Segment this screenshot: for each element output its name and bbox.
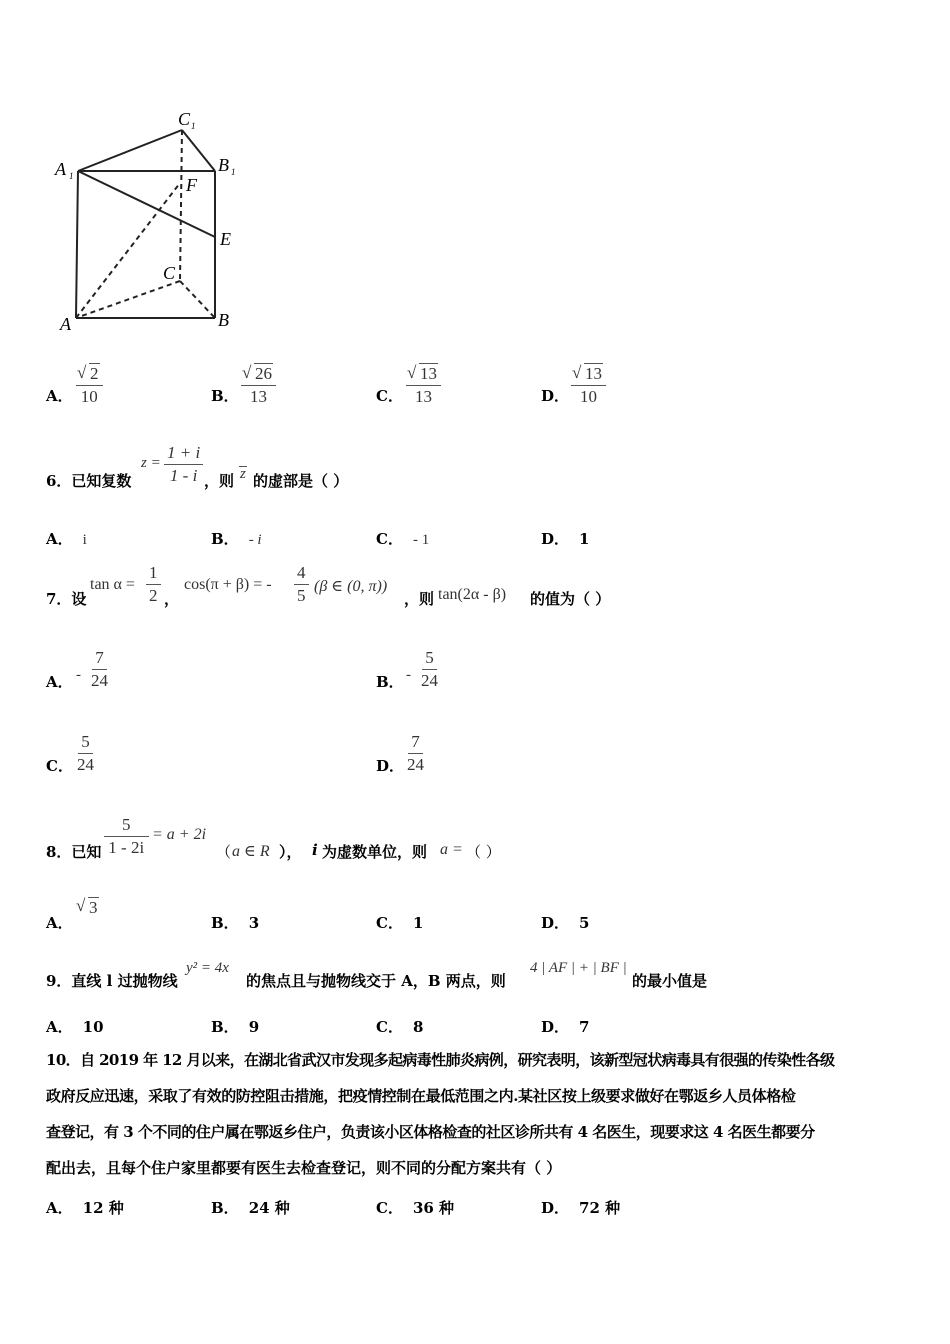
q10-option-a[interactable]: A． 12 种 <box>46 1199 124 1217</box>
q8-option-b[interactable]: B． 3 <box>211 914 260 932</box>
q9-option-d[interactable]: D． 7 <box>541 1018 590 1036</box>
q10-option-b[interactable]: B． 24 种 <box>211 1199 290 1217</box>
edge-C1-B1 <box>182 130 215 171</box>
label-C: C <box>163 263 176 283</box>
edge-C1-C <box>180 130 182 281</box>
label-F: F <box>186 175 197 195</box>
edge-C-A <box>76 281 180 318</box>
q9-option-b[interactable]: B． 9 <box>211 1018 260 1036</box>
edge-A1-A <box>76 171 78 318</box>
q6-option-b[interactable]: B． - i <box>211 530 262 548</box>
label-A: A <box>60 314 71 334</box>
q10-line: 政府反应迅速，采取了有效的防控阻击措施，把疫情控制在最低范围之内.某社区按上级要求做好在鄂返乡人员体格检 <box>46 1087 796 1105</box>
label-E: E <box>220 229 231 249</box>
q8-option-d[interactable]: D． 5 <box>541 914 590 932</box>
label-B1: B <box>218 155 229 175</box>
label-A1-sub: 1 <box>69 171 74 181</box>
edge-C-B <box>180 281 215 318</box>
q6-option-a[interactable]: A． i <box>46 530 87 548</box>
edge-A-F <box>76 183 180 318</box>
question-7: 7．设 tan α = $\frac{1}{2}$ ， cos(π + β) = - $\frac{4}{5}$ (β ∈ (0, π)) ，则 tan(2α - β) 的值为（ ） <box>46 563 611 608</box>
question-8: 8．已知 $\frac{5}{1 - 2i}$ = a + 2i （ a ∈ R ）， i 为虚数单位，则 a = （ ） <box>46 815 501 861</box>
label-C1-sub: 1 <box>191 121 196 131</box>
q9-option-c[interactable]: C． 8 <box>376 1018 424 1036</box>
q10-line: 配出去，且每个住户家里都要有医生去检查登记，则不同的分配方案共有（ ） <box>46 1159 562 1177</box>
q10-line: 查登记，有 3 个不同的住户属在鄂返乡住户，负责该小区体格检查的社区诊所共有 4 名医生，现要求这 4 名医生都要分 <box>46 1123 815 1141</box>
q10-option-d[interactable]: D． 72 种 <box>541 1199 621 1217</box>
q6-option-c[interactable]: C． - 1 <box>376 530 430 548</box>
label-C1: C <box>178 109 191 129</box>
edge-A1-C1 <box>78 130 182 171</box>
q10-line: 10．自 2019 年 12 月以来，在湖北省武汉市发现多起病毒性肺炎病例，研究表明，该新型冠状病毒具有很强的传染性各级 <box>46 1051 835 1069</box>
question-9: 9．直线 l 过抛物线 y² = 4x 的焦点且与抛物线交于 A，B 两点，则 4 | AF | + | BF | 的最小值是 <box>46 960 708 990</box>
question-10 <box>46 1042 908 1186</box>
q8-option-c[interactable]: C． 1 <box>376 914 424 932</box>
label-B1-sub: 1 <box>231 167 236 177</box>
q9-option-a[interactable]: A． 10 <box>46 1018 104 1036</box>
q10-option-c[interactable]: C． 36 种 <box>376 1199 455 1217</box>
q6-option-d[interactable]: D． 1 <box>541 530 590 548</box>
label-A1: A <box>55 159 66 179</box>
prism-figure <box>50 105 250 340</box>
label-B: B <box>218 310 229 330</box>
